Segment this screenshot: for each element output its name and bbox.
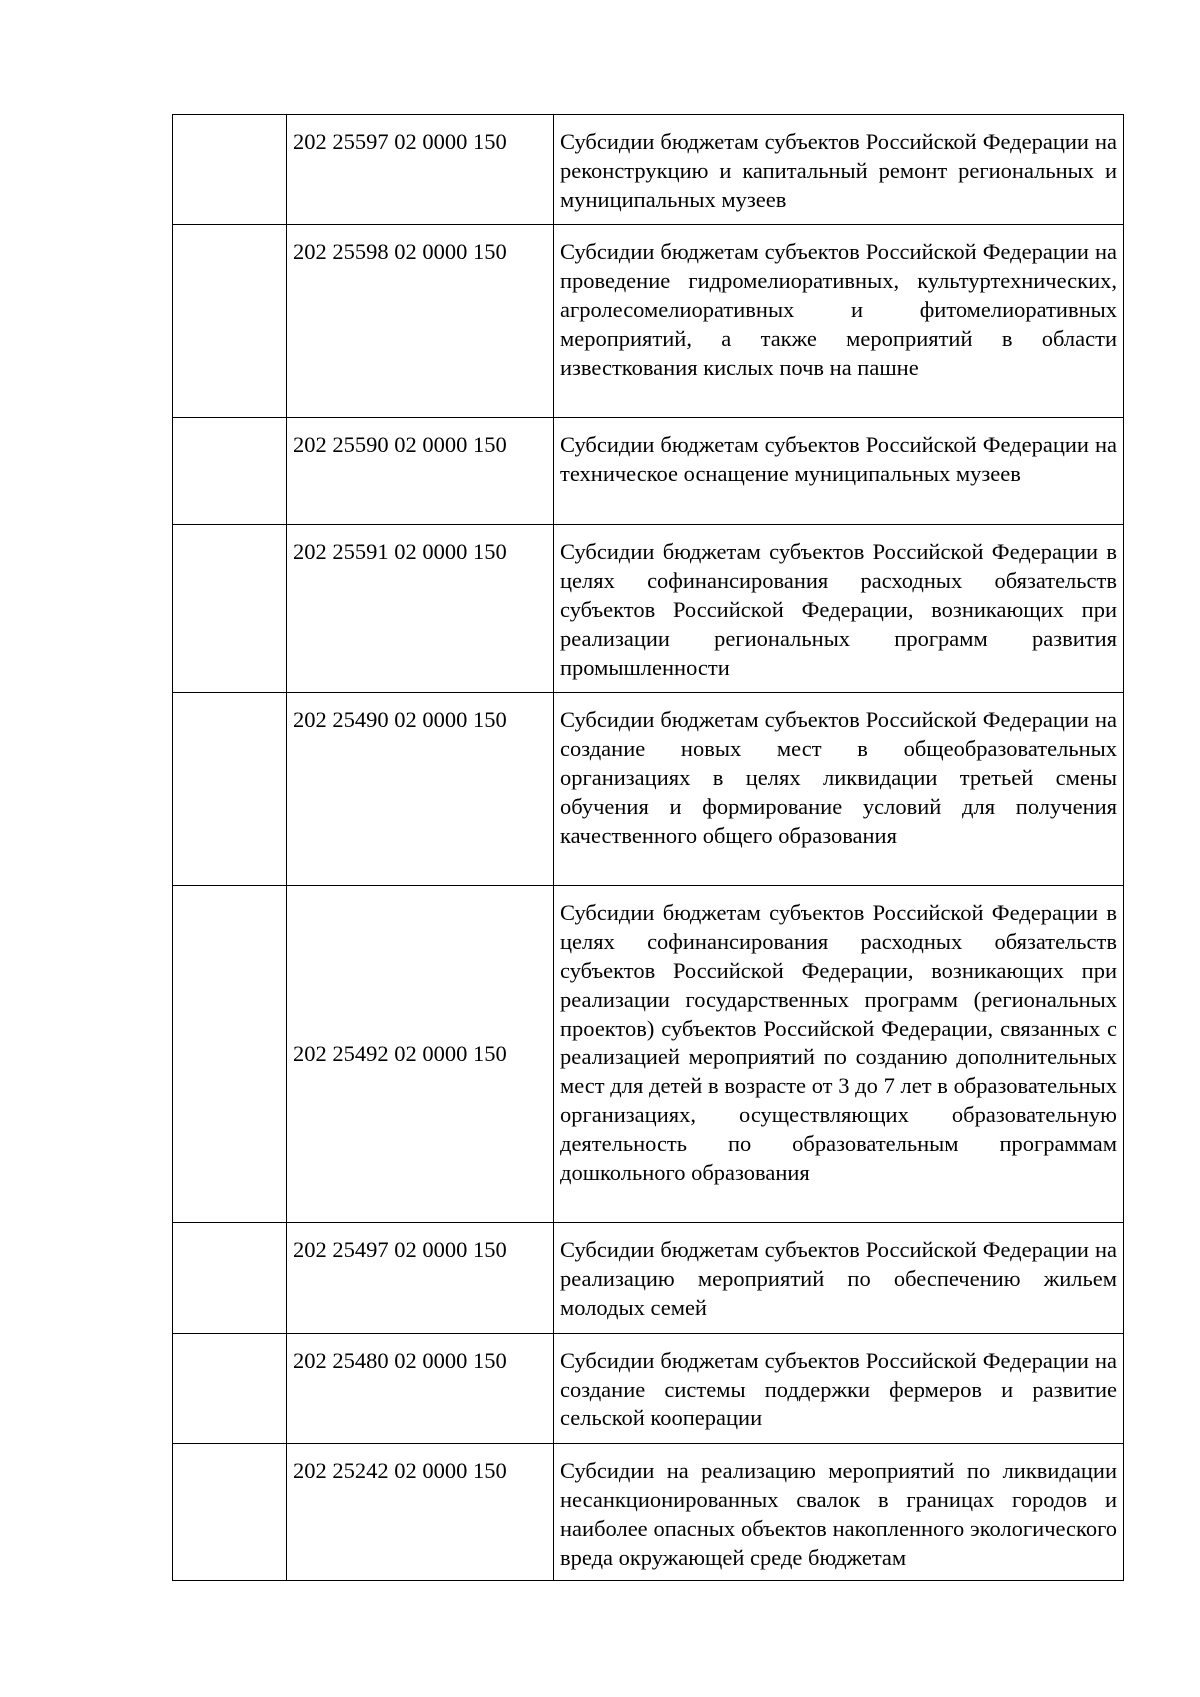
table-row [173,525,1124,693]
empty-cell [173,693,287,886]
empty-cell [173,418,287,525]
table-row [173,693,1124,886]
description-text: Субсидии бюджетам субъектов Российской Федерации на проведение гидромелиоративных, культуртехнических, агролесомелиоративных и фитомелиоративных мероприятий, а также мероприятий в области известкования кислых почв на пашне [560,239,1117,380]
budget-classification-table [172,114,1124,1581]
empty-cell [173,225,287,418]
code-cell: 202 25242 02 0000 150 [287,1444,554,1581]
table-row [173,115,1124,225]
description-cell [554,115,1124,225]
description-text: Субсидии бюджетам субъектов Российской Федерации на реализацию мероприятий по обеспечению жильем молодых семей [560,1237,1117,1320]
description-cell [554,886,1124,1223]
description-cell [554,525,1124,693]
table-row [173,418,1124,525]
empty-cell [173,1223,287,1333]
code-cell: 202 25597 02 0000 150 [287,115,554,225]
code-cell: 202 25598 02 0000 150 [287,225,554,418]
description-cell [554,225,1124,418]
table-row [173,886,1124,1223]
code-cell: 202 25490 02 0000 150 [287,693,554,886]
description-text: Субсидии бюджетам субъектов Российской Федерации на техническое оснащение муниципальных музеев [560,432,1117,487]
table-row [173,1444,1124,1581]
code-cell: 202 25591 02 0000 150 [287,525,554,693]
table-row [173,1223,1124,1333]
empty-cell [173,1333,287,1443]
description-cell [554,1444,1124,1581]
description-text: Субсидии бюджетам субъектов Российской Федерации на создание системы поддержки фермеров и развитие сельской кооперации [560,1347,1117,1431]
description-cell [554,693,1124,886]
description-text: Субсидии на реализацию мероприятий по ликвидации несанкционированных свалок в границах городов и наиболее опасных объектов накопленного экологического вреда окружающей среде бюджетам [560,1458,1117,1570]
table-row [173,225,1124,418]
code-cell: 202 25492 02 0000 150 [287,886,554,1223]
code-cell: 202 25590 02 0000 150 [287,418,554,525]
code-cell: 202 25497 02 0000 150 [287,1223,554,1333]
empty-cell [173,886,287,1223]
empty-cell [173,1444,287,1581]
description-text: Субсидии бюджетам субъектов Российской Федерации в целях софинансирования расходных обязательств субъектов Российской Федерации, возникающих при реализации региональных программ развития промышленности [560,539,1117,680]
description-text: Субсидии бюджетам субъектов Российской Федерации в целях софинансирования расходных обязательств субъектов Российской Федерации, возникающих при реализации государственных программ (региональных проектов) субъектов Российской Федерации, связанных с реализацией мероприятий по созданию дополнительных мест для детей в возрасте от 3 до 7 лет в образовательных организациях, осуществляющих образовательную деятельность по образовательным программам дошкольного образования [560,900,1117,1185]
table-row [173,1333,1124,1443]
description-cell [554,1223,1124,1333]
description-cell [554,418,1124,525]
description-cell [554,1333,1124,1443]
empty-cell [173,525,287,693]
code-cell: 202 25480 02 0000 150 [287,1333,554,1443]
description-text: Субсидии бюджетам субъектов Российской Федерации на реконструкцию и капитальный ремонт региональных и муниципальных музеев [560,129,1117,212]
empty-cell [173,115,287,225]
description-text: Субсидии бюджетам субъектов Российской Федерации на создание новых мест в общеобразовательных организациях в целях ликвидации третьей смены обучения и формирование условий для получения качественного общего образования [560,707,1117,848]
